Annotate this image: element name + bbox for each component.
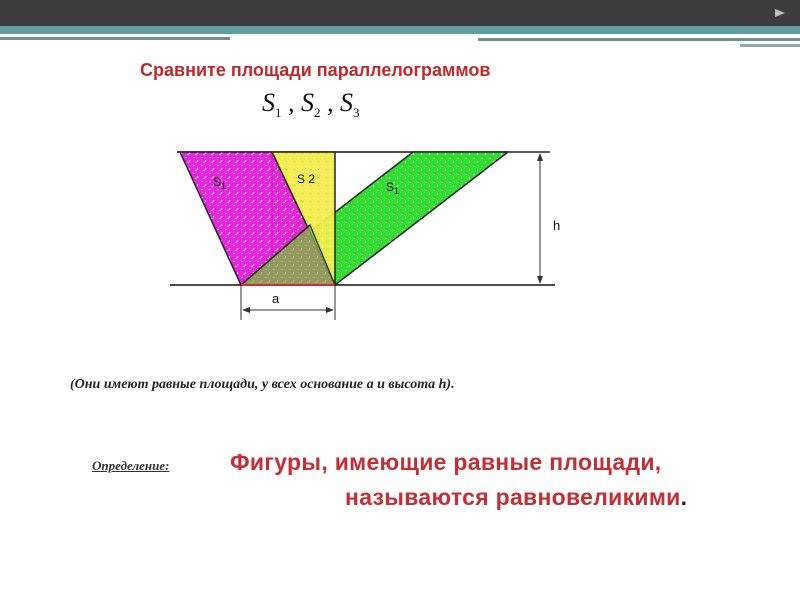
definition-line-2-text: называются равновеликими [345,484,681,510]
formula-comma: , [320,88,340,117]
top-bar [0,0,800,26]
label-a: a [272,291,280,306]
parallelograms-diagram [160,140,580,320]
definition-line-2 [345,484,687,511]
slide-title: Сравните площади параллелограммов [140,60,491,80]
definition-line-1: Фигуры, имеющие равные площади, [230,449,662,475]
formula-s3-sub: 3 [353,105,360,121]
label-s2: S 2 [297,172,316,186]
label-h: h [553,218,561,233]
definition-label: Определение: [92,458,170,473]
label-s1: $S_1$ [213,175,227,191]
formula-s2-sub: 2 [314,105,321,121]
label-s3: $S_1$ [386,180,400,196]
base-arrow-right [326,307,334,313]
formula-s1: S [262,88,275,117]
header-stripe [740,44,800,47]
height-arrow-top [537,153,543,161]
formula-s2: S [301,88,314,117]
base-arrow-left [242,307,250,313]
formula-s1-sub: 1 [275,105,282,121]
definition-period: . [680,484,688,510]
header-stripe [0,37,230,40]
height-arrow-bottom [537,276,543,284]
formula-comma: , [281,88,301,117]
area-formula [262,88,360,121]
header-stripe [478,38,800,41]
formula-s3: S [340,88,353,117]
equal-area-note: (Они имеют равные площади, у всех основание a и высота h). [70,377,455,392]
header-band [0,26,800,34]
next-slide-arrow-icon[interactable] [773,7,787,19]
